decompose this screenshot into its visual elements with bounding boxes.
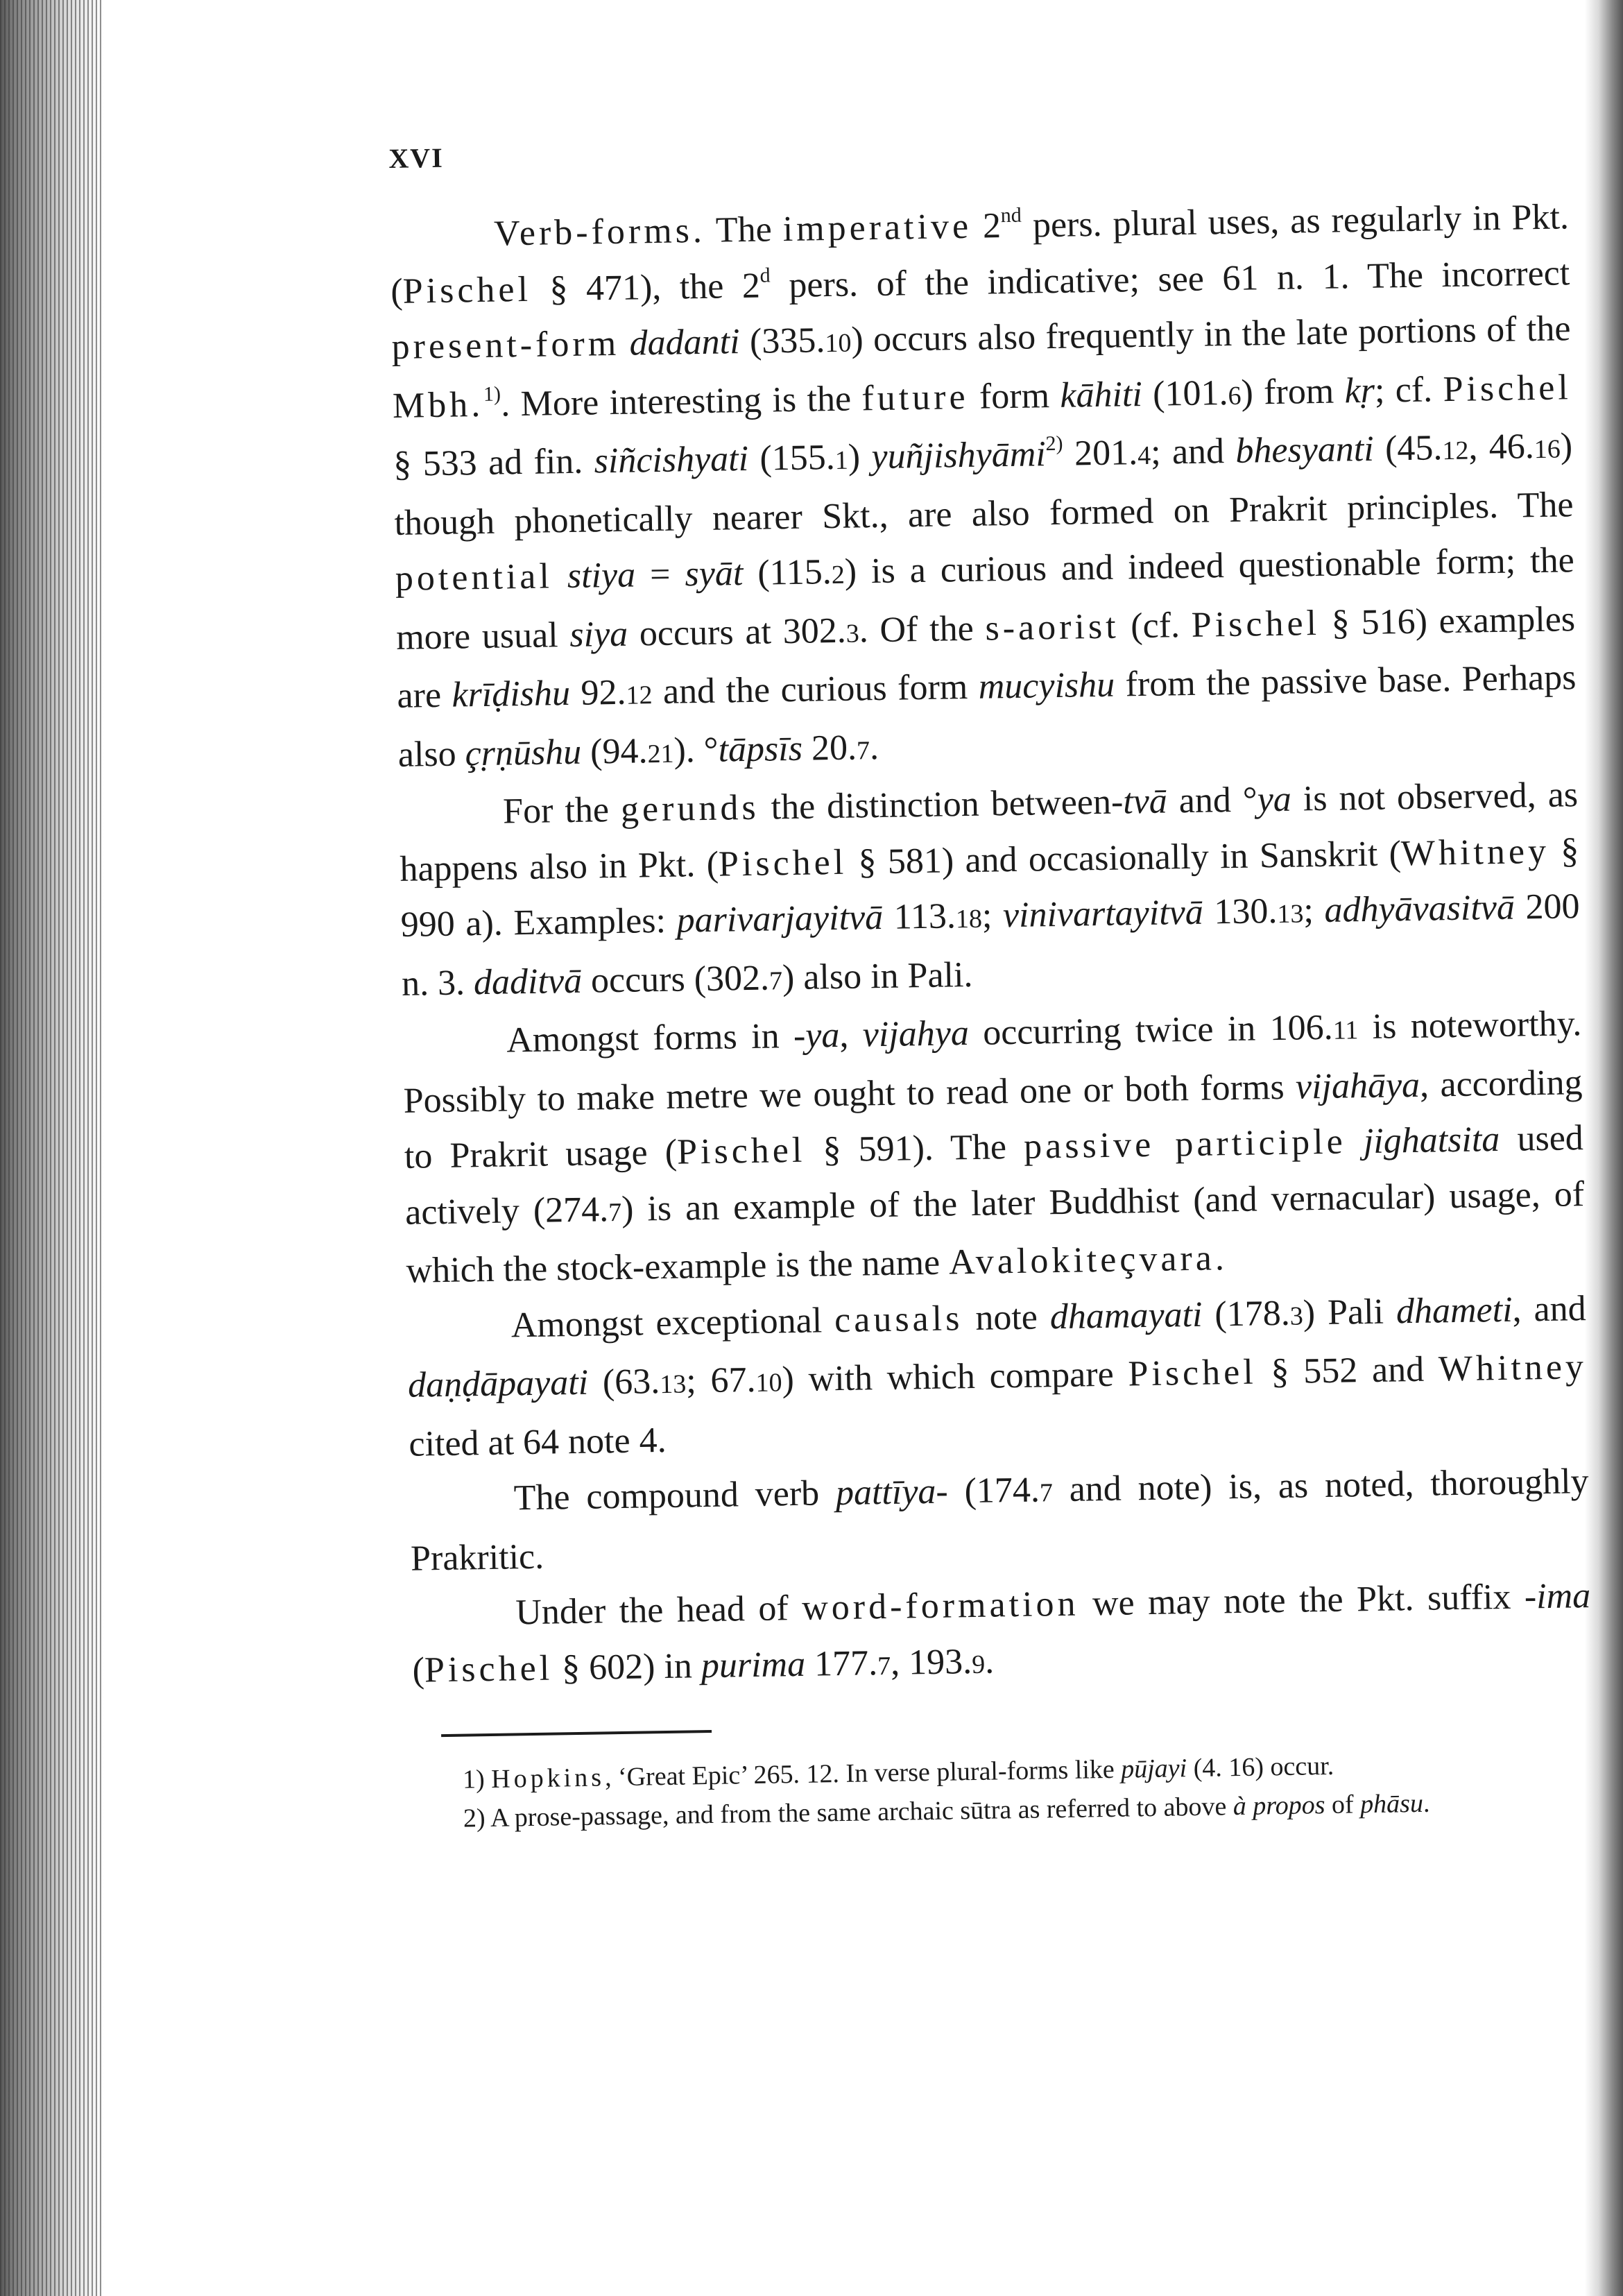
text-segment: 113. [882,896,956,937]
text-segment: The compound verb [513,1473,836,1518]
paragraph [399,767,1581,1015]
paragraph [411,1568,1592,1702]
text-segment: 9 [971,1650,986,1679]
text-segment: ) occurs also frequently in the late portions of the [850,309,1571,360]
text-segment: and ° [1167,780,1258,821]
text-segment: 12 [626,680,653,710]
paragraph [389,189,1577,786]
text-segment: § 533 ad fin. [393,441,595,484]
text-segment: siñcishyati [594,438,749,481]
text-segment: , 46. [1468,427,1535,468]
text-segment: note [962,1296,1051,1338]
text-segment: siya [569,614,628,655]
text-segment: 7 [608,1197,622,1227]
text-segment: 13 [659,1369,687,1400]
text-segment: Mbh. [392,384,484,426]
text-segment: 7 [1039,1478,1054,1508]
text-segment: 11 [1332,1016,1359,1045]
text-segment: potential [395,556,553,599]
text-segment: from the passive base. Perhaps also [397,658,1577,775]
text-segment: § 516) examples are [397,599,1576,716]
text-segment: 18 [955,904,983,934]
text-segment: ; 67. [685,1360,756,1401]
text-segment: 1) [462,1764,492,1794]
text-segment: phāsu [1359,1788,1424,1819]
text-segment: 2 [971,206,1002,246]
text-segment: mucyishu [978,665,1115,707]
text-segment: s-aorist [984,606,1119,649]
text-segment: Verb-forms. [493,210,706,254]
text-segment: ; cf. [1374,369,1443,411]
text-segment: 92. [569,672,626,713]
text-segment: is not observed, as happens also in Pkt. ( [400,775,1579,889]
text-segment: 201. [1063,433,1138,474]
paragraph [409,1454,1590,1587]
text-segment: 130. [1203,891,1278,932]
text-segment: form [968,375,1060,417]
text-segment: ; [981,896,1004,936]
text-segment: Pischel [676,1130,806,1172]
superscript: nd [1000,203,1022,228]
text-segment: Amongst forms in - [506,1016,806,1061]
text-segment: . More interesting is the [500,378,862,424]
text-segment: 177. [805,1643,878,1684]
text-segment: pers. of the indicative; see 61 n. 1. The incorrect [770,252,1570,305]
text-segment: vijahya [862,1013,970,1055]
text-segment: 200 n. 3. [401,886,1580,1004]
footnotes [414,1742,1595,1839]
text-segment: Avalokiteçvara [948,1238,1216,1283]
text-segment: Pischel [1128,1352,1257,1394]
text-segment: , according to Prakrit usage ( [404,1062,1583,1176]
text-segment [552,556,567,596]
text-segment: occurring twice in 106. [968,1007,1334,1054]
footnote-rule [441,1730,712,1737]
text-segment: 7 [877,1651,891,1681]
text-segment: imperative [782,206,972,250]
text-segment: , [839,1015,864,1055]
text-segment: § 552 and [1256,1349,1439,1392]
text-segment: Pischel [402,269,532,311]
text-segment: Under the head of [515,1588,802,1633]
text-segment: vijahāya [1295,1065,1420,1107]
text-segment: The [705,209,784,250]
text-segment: 3 [845,618,860,649]
text-segment: occurs (302. [581,958,770,1001]
text-segment: 6 [1228,381,1242,411]
text-segment: ; [1303,890,1325,931]
text-segment: pattīya- [835,1471,949,1514]
text-segment: . [869,727,879,767]
text-segment: ima [1536,1576,1591,1617]
text-segment: (335. [739,320,825,362]
text-segment: Pischel [718,842,848,884]
scan-gutter-left [0,0,104,2296]
page-number: XVI [388,142,445,174]
text-segment: pūjayi [1120,1754,1187,1784]
text-segment: (115. [742,552,832,594]
paragraph [406,1281,1588,1473]
text-segment: and note) is, as noted, thoroughly Prakritic. [410,1462,1589,1579]
text-segment: 7 [856,735,870,766]
text-segment: (101. [1142,372,1228,414]
text-segment: ) also in Pali. [782,954,973,997]
text-segment: 10 [755,1368,782,1398]
text-segment: pers. plural uses, as regularly in Pkt. ( [390,197,1570,311]
text-segment: word-formation [801,1584,1079,1628]
text-segment: stiya [567,555,636,597]
text-segment: syāt [685,554,744,594]
text-segment: we may note the Pkt. suffix - [1078,1577,1537,1624]
text-segment: § 602) in [552,1645,702,1688]
text-segment: Whitney [1438,1347,1588,1389]
text-segment: § 471), the 2 [531,266,761,309]
text-segment: (cf. [1119,605,1192,646]
page [388,123,1594,1838]
text-segment: purima [701,1644,806,1686]
text-segment: (4. 16) occur. [1186,1751,1334,1783]
text-segment: ) from [1241,370,1346,413]
text-segment: vinivartayitvā [1002,892,1204,936]
text-segment: ) [848,437,872,477]
text-segment: 2) A prose-passage, and from the same archaic sūtra as referred to above [463,1792,1234,1833]
text-segment: and the curious form [652,667,979,712]
superscript: d [759,263,771,287]
text-segment: Pischel [1443,367,1572,409]
text-segment: 20. [802,728,857,769]
text-segment: Pischel [424,1648,553,1690]
text-segment: 12 [1442,436,1469,466]
text-segment [1346,1122,1364,1161]
text-segment: Amongst exceptional [510,1300,835,1345]
text-segment: ) though phonetically nearer Skt., are also formed on Prakrit principles. The [394,426,1574,543]
text-segment: , and [1512,1288,1587,1330]
text-segment: (178. [1201,1293,1291,1335]
text-segment: kāhiti [1059,374,1143,415]
text-segment: dadanti [629,322,740,363]
text-segment: ) is an example of the later Buddhist (and vernacular) usage, of which the stock-example is the name [406,1174,1585,1291]
text-segment: 4 [1137,440,1151,471]
text-segment: Pischel [1191,603,1321,645]
text-segment: ya [805,1015,840,1056]
paragraph [402,996,1586,1299]
text-segment: kṛ [1344,370,1375,411]
text-segment: ) is a curious and indeed questionable form; the more usual [395,540,1575,658]
text-segment [619,324,630,363]
text-segment: daṇḍāpayati [407,1362,589,1405]
text-segment: § 581) and occasionally in Sanskrit ( [846,833,1402,882]
text-segment: adhyāvasitvā [1324,887,1515,930]
text-segment: = [635,554,685,595]
text-segment: , ‘Great Epic’ 265. 12. In verse plural-forms like [604,1754,1122,1792]
text-segment: . [1214,1238,1225,1278]
text-segment: passive participle [1023,1122,1347,1167]
text-segment: ). ° [673,730,719,771]
superscript: 1) [483,382,501,406]
text-segment: 2 [831,560,845,590]
text-segment: ) with which compare [782,1354,1128,1400]
text-segment: daditvā [473,961,583,1002]
text-segment: future [861,377,970,418]
text-segment: Whitney [1400,831,1550,873]
body-text [389,189,1592,1701]
text-segment: ( [412,1650,425,1690]
text-segment: causals [834,1298,963,1340]
superscript: 2) [1045,431,1063,456]
text-segment: 21 [647,739,674,769]
text-segment: çṛṇūshu [465,732,582,773]
text-segment: tāpsīs [718,728,803,770]
text-segment: . [1423,1788,1430,1818]
text-segment: Hopkins [490,1763,606,1794]
text-segment: 13 [1277,899,1304,929]
text-segment: is noteworthy. Possibly to make metre we ought to read one or both forms [403,1004,1582,1121]
text-segment: § 591). The [805,1126,1024,1170]
text-segment: (45. [1373,428,1443,469]
text-segment: § 990 a). Examples: [400,830,1579,945]
text-segment: ya [1257,779,1292,820]
text-segment: For the [502,789,621,832]
text-segment: dhameti [1396,1290,1513,1331]
text-segment: jighatsita [1363,1120,1500,1162]
text-segment: ; and [1150,431,1236,472]
text-segment: ) Pali [1303,1291,1397,1333]
text-segment: . [984,1641,995,1681]
text-segment: the distinction between- [759,782,1124,828]
text-segment: 1 [834,445,849,475]
text-segment: (63. [587,1362,660,1403]
text-segment: parivarjayitvā [676,897,884,941]
text-segment: krīḍishu [452,673,571,715]
text-segment: 10 [825,328,852,359]
text-segment: . Of the [859,608,986,650]
text-segment: tvā [1122,781,1168,822]
text-segment: , 193. [890,1641,972,1683]
text-segment: yuñjishyāmi [871,434,1047,477]
scan-gutter-right [1585,0,1623,2296]
text-segment: of [1325,1790,1361,1820]
text-segment: à propos [1233,1790,1325,1822]
text-segment: 3 [1289,1301,1304,1331]
text-segment: (155. [748,437,836,479]
text-segment: occurs at 302. [627,610,847,654]
text-segment: (94. [581,730,648,772]
text-segment: cited at 64 note 4. [409,1420,667,1464]
text-segment: dhamayati [1049,1294,1203,1337]
text-segment: gerunds [620,787,760,830]
text-segment: used actively (274. [404,1118,1584,1233]
text-segment: 7 [768,966,783,996]
text-segment: 16 [1534,434,1561,465]
text-segment: bhesyanti [1235,429,1375,471]
text-segment: present-form [391,323,620,367]
text-segment: (174. [947,1470,1040,1511]
